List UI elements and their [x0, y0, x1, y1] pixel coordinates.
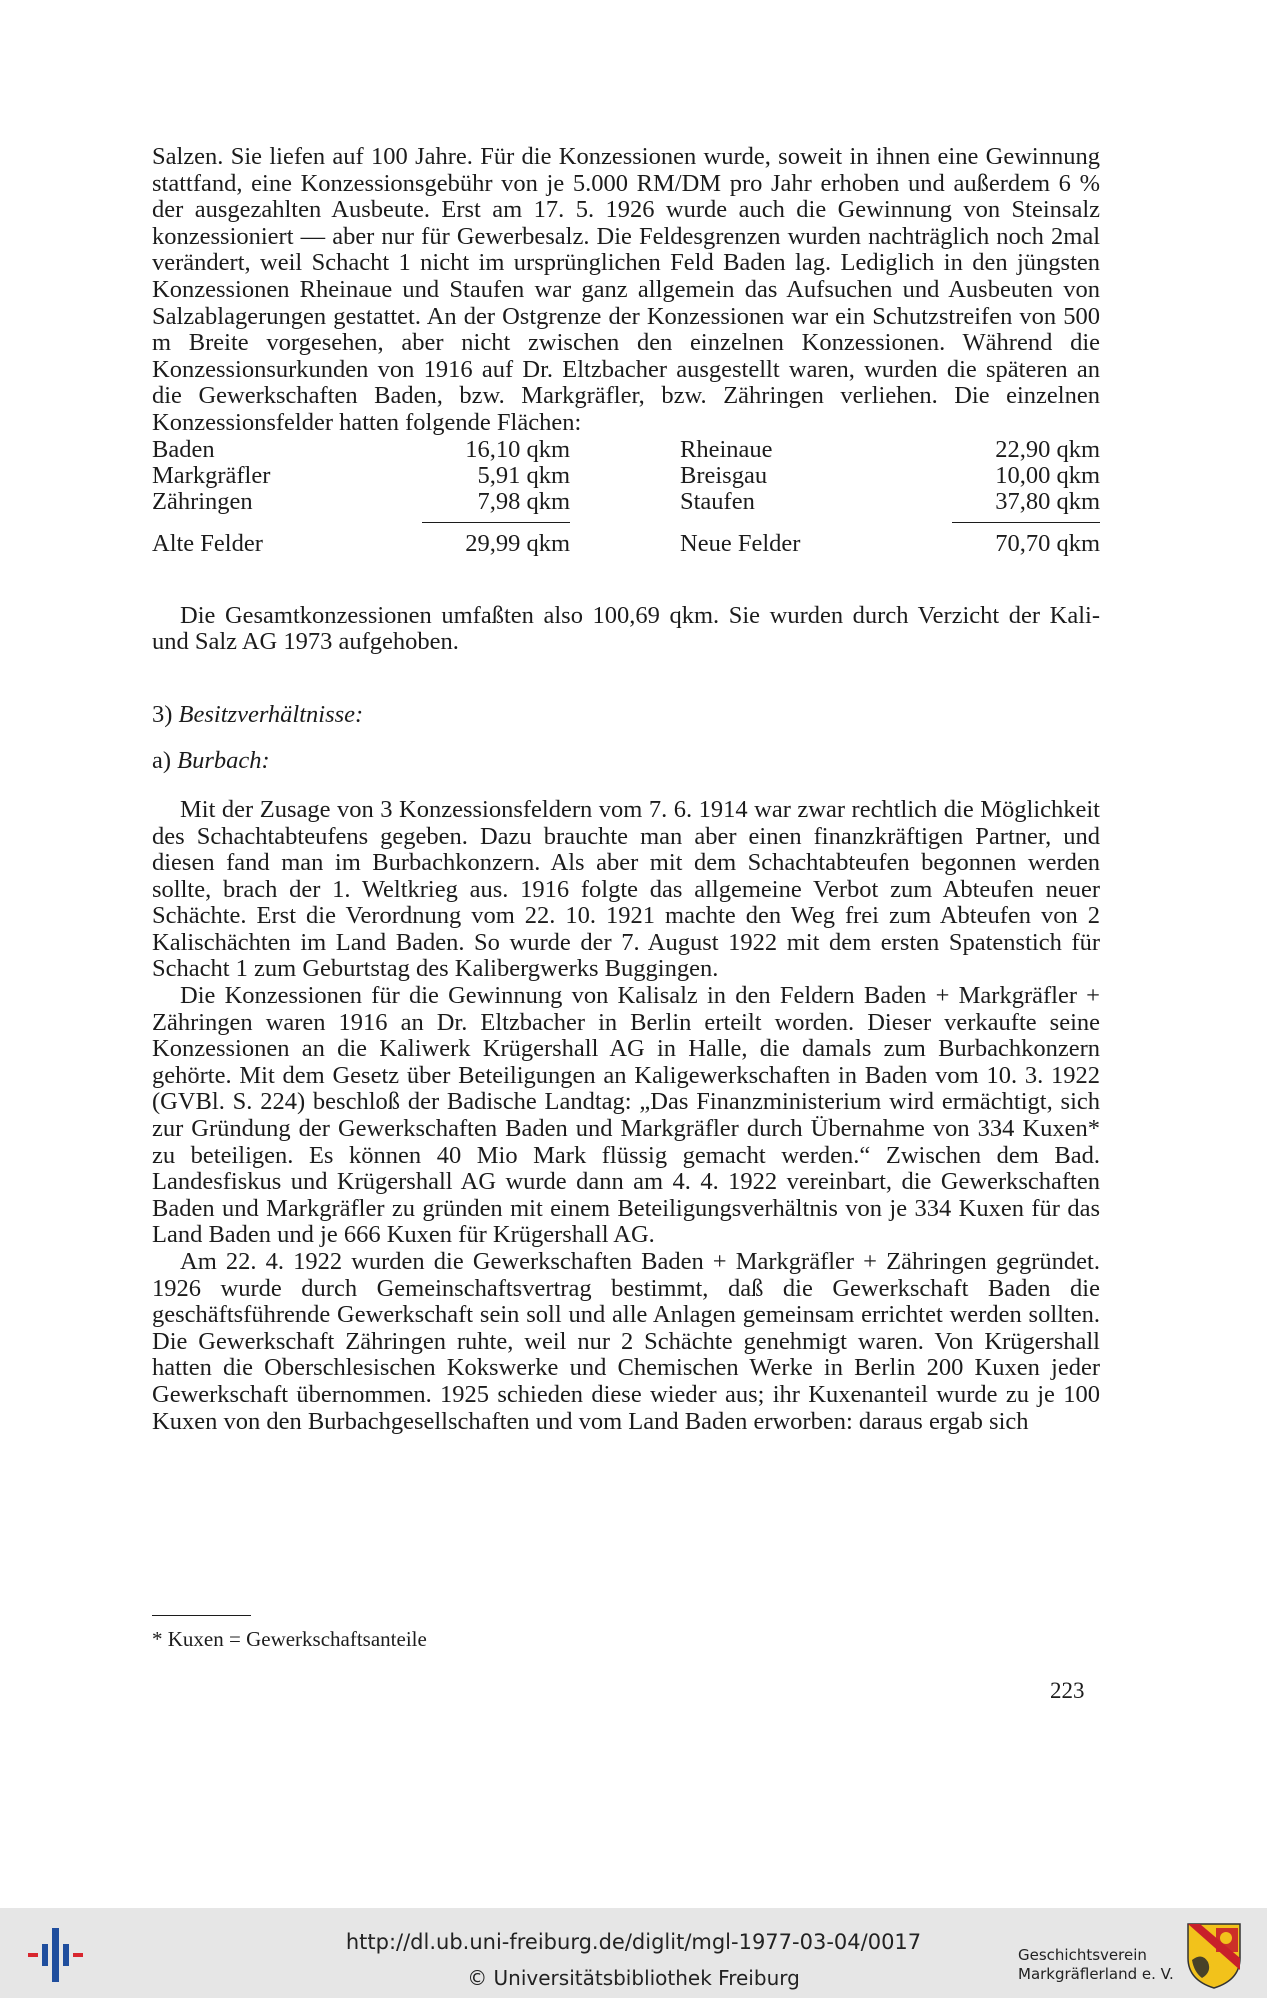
section-number: a) [152, 747, 172, 775]
document-url[interactable]: http://dl.ub.uni-freiburg.de/diglit/mgl-1977-03-04/0017 [345, 1930, 922, 1954]
area-name: Markgräfler [152, 461, 271, 489]
area-total-name: Alte Felder [152, 529, 263, 557]
area-value: 16,10 qkm [465, 435, 570, 463]
section-heading-3 [152, 702, 1100, 729]
viewer-footer [0, 1908, 1267, 1998]
footnote: * Kuxen = Gewerkschaftsanteile [152, 1627, 427, 1651]
main-text [152, 144, 1100, 1435]
area-name: Baden [152, 435, 215, 463]
area-value: 37,80 qkm [995, 487, 1100, 515]
paragraph-burbach: Mit der Zusage von 3 Konzessionsfeldern vom 7. 6. 1914 war zwar rechtlich die Möglichkeit des Schachtabteufens gegeben. Dazu brauchte man aber einen finanzkräftigen Partner, und diesen fand man im Burbachkonzern. Als aber mit dem Schachtabteufen begonnen werden sollte, brach der 1. Weltkrieg aus. 1916 folgte das allgemeine Verbot zum Abteufen neuer Schächte. Erst die Verordnung vom 22. 10. 1921 machte den Weg frei zum Abteufen von 2 Kalischächten im Land Baden. So wurde der 7. August 1922 mit dem ersten Spatenstich für Schacht 1 zum Geburtstag des Kalibergwerks Buggingen. [152, 795, 1100, 983]
area-value: 10,00 qkm [995, 461, 1100, 489]
area-table [152, 437, 1100, 585]
paragraph-total: Die Gesamtkonzessionen umfaßten also 100,69 qkm. Sie wurden durch Verzicht der Kali- und Salz AG 1973 aufgehoben. [152, 601, 1100, 656]
section-title: Besitzverhältnisse: [178, 700, 364, 728]
area-name: Breisgau [680, 461, 768, 489]
sum-rule-left [422, 522, 570, 523]
area-value: 22,90 qkm [995, 435, 1100, 463]
area-total-name: Neue Felder [680, 529, 801, 557]
paragraph-concessions-sale: Die Konzessionen für die Gewinnung von Kalisalz in den Feldern Baden + Markgräfler + Zähringen waren 1916 an Dr. Eltzbacher in Berlin erteilt worden. Dieser verkaufte seine Konzessionen an die Kaliwerk Krügershall AG in Halle, die damals zum Burbachkonzern gehörte. Mit dem Gesetz über Beteiligungen an Kaligewerkschaften in Baden vom 10. 3. 1922 (GVBl. S. 224) beschloß der Badische Landtag: „Das Finanzministerium wird ermächtigt, sich zur Gründung der Gewerkschaften Baden und Markgräfler durch Übernahme von 334 Kuxen* zu beteiligen. Es können 40 Mio Mark flüssig gemacht werden.“ Zwischen dem Bad. Landesfiskus und Krügershall AG wurde dann am 4. 4. 1922 vereinbart, die Gewerkschaften Baden und Markgräfler zu gründen mit einem Beteiligungsverhältnis von je 334 Kuxen für das Land Baden und je 666 Kuxen für Krügershall AG. [152, 982, 1100, 1249]
area-value: 7,98 qkm [477, 487, 570, 515]
markgraeflerland-crest-icon [1186, 1922, 1242, 1990]
paragraph-concessions: Salzen. Sie liefen auf 100 Jahre. Für die Konzessionen wurde, soweit in ihnen eine Gewinnung stattfand, eine Konzessionsgebühr von je 5.000 RM/DM pro Jahr erhoben und außerdem 6 % der ausgezahlten Ausbeute. Erst am 17. 5. 1926 wurde auch die Gewinnung von Steinsalz konzessioniert — aber nur für Gewerbesalz. Die Feldesgrenzen wurden nachträglich noch 2mal verändert, weil Schacht 1 nicht im ursprünglichen Feld Baden lag. Lediglich in den jüngsten Konzessionen Rheinaue und Staufen war ganz allgemein das Aufsuchen und Ausbeuten von Salzablagerungen gestattet. An der Ostgrenze der Konzessionen war ein Schutzstreifen von 500 m Breite vorgesehen, aber nicht zwischen den einzelnen Konzessionen. Während die Konzessionsurkunden von 1916 auf Dr. Eltzbacher ausgestellt waren, wurden die späteren an die Gewerkschaften Baden, bzw. Markgräfler, bzw. Zähringen verliehen. Die einzelnen Konzessionsfelder hatten folgende Flächen: [152, 143, 1100, 436]
society-line-1: Geschichtsverein [1018, 1946, 1147, 1964]
society-line-2: Markgräflerland e. V. [1018, 1965, 1174, 1983]
sum-rule-right [952, 522, 1100, 523]
copyright-notice: © Universitätsbibliothek Freiburg [467, 1966, 800, 1990]
footnote-rule [152, 1615, 251, 1616]
section-number: 3) [152, 700, 173, 728]
paragraph-founding: Am 22. 4. 1922 wurden die Gewerkschaften Baden + Markgräfler + Zähringen gegründet. 1926 wurde durch Gemeinschaftsvertrag bestimmt, daß die Gewerkschaft Baden die geschäftsführende Gewerkschaft sein soll und alle Anlagen gemeinsam errichtet werden sollten. Die Gewerkschaft Zähringen ruhte, weil nur 2 Schächte genehmigt waren. Von Krügershall hatten die Oberschlesischen Kokswerke und Chemischen Werke in Berlin 200 Kuxen jeder Gewerkschaft übernommen. 1925 schieden diese wieder aus; ihr Kuxenanteil wurde zu je 100 Kuxen von den Burbachgesellschaften und vom Land Baden erworben: daraus ergab sich [152, 1248, 1100, 1435]
section-title: Burbach: [177, 747, 270, 775]
page-number: 223 [1050, 1678, 1085, 1703]
area-name: Zähringen [152, 487, 253, 515]
society-name [1018, 1946, 1174, 1984]
area-name: Rheinaue [680, 435, 773, 463]
area-total-value: 29,99 qkm [465, 529, 570, 557]
area-value: 5,91 qkm [477, 461, 570, 489]
area-total-value: 70,70 qkm [995, 529, 1100, 557]
area-name: Staufen [680, 487, 755, 515]
section-heading-a [152, 748, 1100, 775]
